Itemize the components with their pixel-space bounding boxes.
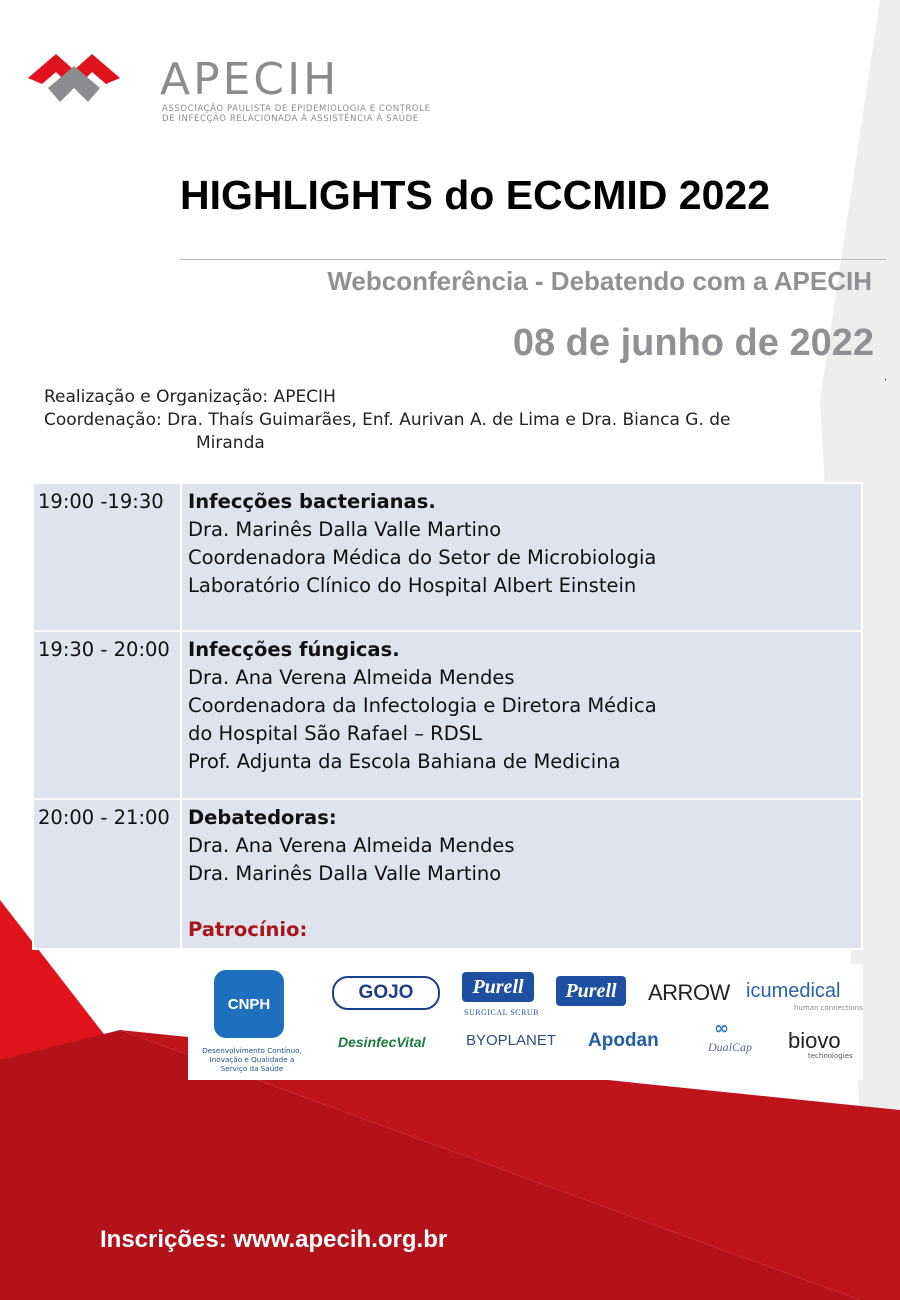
session-title: Infecções bacterianas.: [188, 490, 436, 513]
title-divider: [180, 259, 886, 260]
icumedical-caption: human connections: [794, 1004, 863, 1012]
apodan-logo: Apodan: [588, 1030, 659, 1051]
session-line: Coordenadora Médica do Setor de Microbiologia: [188, 546, 657, 569]
schedule-table: [32, 482, 863, 950]
arrow-logo: ARROW: [648, 980, 730, 1005]
event-subtitle: Webconferência - Debatendo com a APECIH: [327, 266, 872, 296]
session-line: Dra. Marinês Dalla Valle Martino: [188, 518, 502, 541]
desinfecvital-logo: DesinfecVital: [338, 1034, 426, 1050]
purell-logo: Purell: [556, 976, 626, 1006]
brand-name: APECIH: [160, 54, 340, 105]
dot-mark: .: [884, 372, 888, 383]
session-line: Prof. Adjunta da Escola Bahiana de Medicina: [188, 750, 621, 773]
schedule-content: [181, 631, 862, 799]
brand-subtitle: [162, 104, 431, 124]
gojo-logo: GOJO: [332, 976, 440, 1010]
session-line: Dra. Ana Verena Almeida Mendes: [188, 834, 515, 857]
coordination-text-cont: Miranda: [196, 433, 265, 453]
registration-link[interactable]: Inscrições: www.apecih.org.br: [100, 1226, 448, 1253]
schedule-row: [33, 483, 862, 631]
sponsors-heading: Patrocínio:: [188, 918, 308, 941]
purell-surgical-caption: SURGICAL SCRUB: [464, 1008, 539, 1017]
cnph-logo: CNPH: [214, 970, 284, 1038]
realization-text: Realização e Organização: APECIH: [44, 387, 336, 407]
schedule-row: [33, 631, 862, 799]
dualcap-logo: DualCap: [708, 1040, 753, 1054]
schedule-time: 19:00 -19:30: [33, 483, 181, 631]
schedule-time: 20:00 - 21:00: [33, 799, 181, 949]
icumedical-logo: icumedical: [746, 980, 841, 1002]
apecih-logo-mark-icon: [28, 50, 120, 106]
biovo-caption: technologies: [808, 1052, 853, 1060]
page-title: HIGHLIGHTS do ECCMID 2022: [180, 172, 771, 218]
cnph-caption: Desenvolvimento Contínuo, Inovação e Qualidade a Serviço da Saúde: [202, 1046, 302, 1073]
dualcap-icon: ∞: [714, 1018, 729, 1039]
coordination-text: Coordenação: Dra. Thaís Guimarães, Enf. Aurivan A. de Lima e Dra. Bianca G. de: [44, 410, 731, 430]
purell-surgical-logo: Purell: [462, 972, 534, 1002]
schedule-content: [181, 799, 862, 949]
apecih-logo: [28, 50, 431, 130]
brand-subtitle-line2: DE INFECÇÃO RELACIONADA À ASSISTÊNCIA À SAÚDE: [162, 114, 419, 124]
session-title: Infecções fúngicas.: [188, 638, 400, 661]
session-line: Dra. Marinês Dalla Valle Martino: [188, 862, 502, 885]
session-line: Coordenadora da Infectologia e Diretora Médica: [188, 694, 657, 717]
biovo-logo: biovo: [788, 1028, 841, 1053]
sponsor-logos: [188, 964, 863, 1080]
session-line: do Hospital São Rafael – RDSL: [188, 722, 482, 745]
event-date: 08 de junho de 2022: [512, 322, 874, 364]
brand-subtitle-line1: ASSOCIAÇÃO PAULISTA DE EPIDEMIOLOGIA E CONTROLE: [162, 104, 431, 114]
session-line: Dra. Ana Verena Almeida Mendes: [188, 666, 515, 689]
byoplanet-logo: BYOPLANET: [466, 1032, 557, 1049]
schedule-row: [33, 799, 862, 949]
schedule-content: [181, 483, 862, 631]
session-title: Debatedoras:: [188, 806, 337, 829]
organization-info: [44, 386, 874, 455]
schedule-time: 19:30 - 20:00: [33, 631, 181, 799]
session-line: Laboratório Clínico do Hospital Albert Einstein: [188, 574, 637, 597]
